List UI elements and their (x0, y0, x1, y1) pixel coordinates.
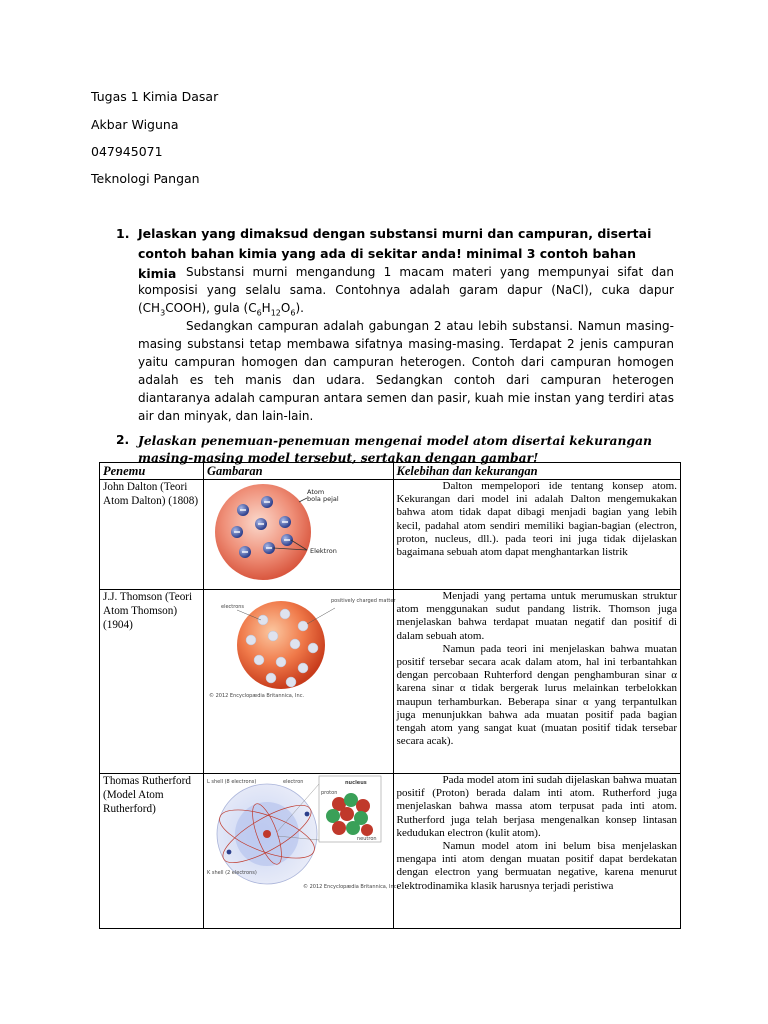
header-penemu: Penemu (100, 463, 204, 480)
label-proton: proton (320, 790, 338, 796)
header-id: 047945071 (91, 144, 163, 159)
question-2-number: 2. (116, 433, 130, 447)
label-bola-pejal: bola pejal (306, 495, 339, 503)
rutherford-image-cell (203, 774, 398, 929)
dalton-image-cell (203, 480, 393, 590)
header-gambaran: Gambaran (203, 463, 393, 480)
atom-model-table (99, 462, 681, 929)
thomson-atom-image (207, 590, 396, 700)
desc-rutherford: Pada model atom ini sudah dijelaskan bahwa muatan positif (Proton) berada dalam inti atom. Rutherford juga menjelaskan bahwa massa atom terpusat pada inti atom. Rutherford juga telah berjasa mengenalkan konsep lintasan kedudukan electron (kulit atom). Namun model atom ini belum bisa menjelaskan mengapa inti atom dengan muatan positif dapat berdekatan dengan electron yang bermuatan negative, karena menurut elektrodinamika klasik harusnya terjadi peristiwa (393, 774, 680, 929)
penemu-thomson: J.J. Thomson (Teori Atom Thomson) (1904) (100, 590, 204, 774)
label-nucleus: nucleus (344, 780, 367, 786)
thomson-image-cell (203, 590, 396, 774)
question-1-number: 1. (116, 226, 130, 241)
penemu-rutherford: Thomas Rutherford (Model Atom Rutherford) (100, 774, 204, 929)
header-name: Akbar Wiguna (91, 117, 179, 132)
label-electron: electron (282, 779, 304, 785)
header-program: Teknologi Pangan (91, 171, 200, 186)
dalton-atom-image (207, 480, 387, 586)
penemu-dalton: John Dalton (Teori Atom Dalton) (1808) (100, 480, 204, 590)
desc-thomson: Menjadi yang pertama untuk merumuskan struktur atom menggunakan sudut pandang listrik. Thomson juga menjelaskan bahwa terdapat muatan negatif dan positif di dalam sebuah atom. Namun pada teori ini menjelaskan bahwa muatan positif tersebar secara acak dalam atom, hal ini terbantahkan dengan percobaan Ruhterford dengan penghamburan sinar α karena sinar α tidak bergerak lurus melainkan terbelokkan maupun terhamburkan. Beberapa sinar α yang terpantulkan juga menunjukkan bahwa ada muatan positif pada bagian tengah atom yang sangat kuat (muatan positif tidak tersebar secara acak). (393, 590, 680, 774)
header-kelebihan: Kelebihan dan kekurangan (393, 463, 680, 480)
answer-1-paragraph-2: Sedangkan campuran adalah gabungan 2 atau lebih substansi. Namun masing-masing substansi tetap membawa sifatnya masing-masing. Terdapat 2 jenis campuran yaitu campuran homogen dan campuran heterogen. Contoh dari campuran homogen adalah es teh manis dan udara. Sedangkan contoh dari campuran heterogen diantaranya adalah campuran antara semen dan pasir, kuah mie instan yang terdiri atas air dan minyak, dan lain-lain. (138, 319, 674, 423)
answer-1-paragraph-1: Substansi murni mengandung 1 macam materi yang mempunyai sifat dan komposisi yang selalu sama. Contohnya adalah garam dapur (NaCl), cuka dapur $(CH_3COOH)$, gula $(C_6H_{12}O_6)$. (138, 265, 674, 318)
copyright-thomson: © 2012 Encyclopædia Britannica, Inc. (208, 693, 304, 699)
label-l-shell: L shell (8 electrons) (206, 779, 257, 785)
label-neutron: neutron (356, 836, 377, 842)
label-atom: Atom (306, 488, 325, 496)
rutherford-atom-image (206, 774, 398, 892)
table-row (100, 480, 681, 590)
table-row (100, 774, 681, 929)
question-2-text: Jelaskan penemuan-penemuan mengenai model atom disertai kekurangan masing-masing model tersebut, sertakan dengan gambar! (138, 433, 652, 465)
label-k-shell: K shell (2 electrons) (206, 870, 257, 876)
desc-dalton: Dalton mempelopori ide tentang konsep atom. Kekurangan dari model ini adalah Dalton mengemukakan bahwa atom tidak dapat dibagi menjadi bagian yang lebih kecil, padahal atom sendiri memiliki bagian-bagian (electron, proton, nucleus, dll.). pada teori ini juga tidak dijelaskan bagaimana sebuah atom dapat menghantarkan listrik (393, 480, 680, 590)
copyright-rutherford: © 2012 Encyclopædia Britannica, Inc. (302, 884, 398, 890)
label-electrons: electrons (220, 604, 244, 610)
label-elektron: Elektron (309, 547, 337, 555)
table-row (100, 590, 681, 774)
question-1-text: Jelaskan yang dimaksud dengan substansi murni dan campuran, disertai contoh bahan kimia yang ada di sekitar anda! minimal 3 contoh bahan kimia (138, 226, 652, 281)
header-title: Tugas 1 Kimia Dasar (91, 89, 219, 104)
table-header-row (100, 463, 681, 480)
label-positively-charged: positively charged matter (330, 598, 396, 604)
